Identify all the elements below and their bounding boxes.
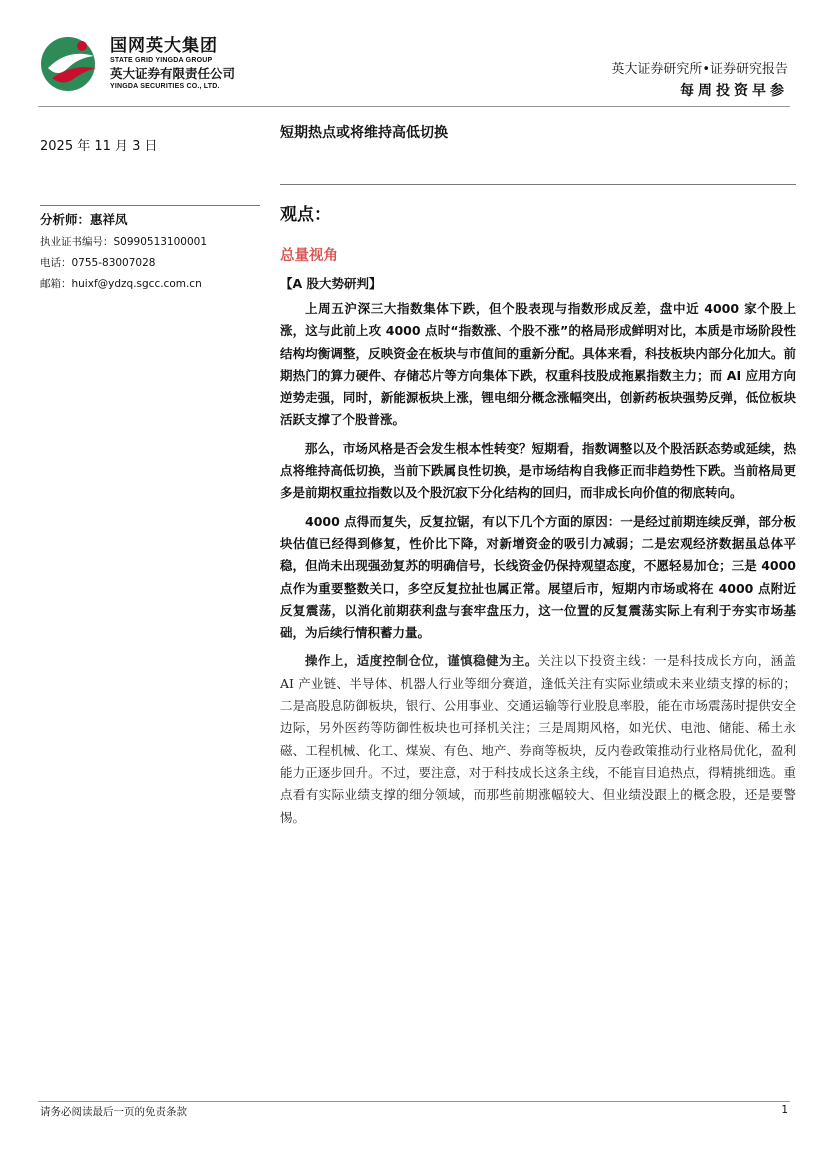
footer-divider	[38, 1101, 790, 1102]
institute-name: 英大证券研究所•证券研究报告	[611, 62, 788, 77]
paragraph-3: 4000 点得而复失，反复拉锯，有以下几个方面的原因：一是经过前期连续反弹，部分板块估值已经得到修复，性价比下降，对新增资金的吸引力减弱；二是宏观经济数据虽总体平稳，但尚未出现强劲复苏的明确信号，长线资金仍保持观望态度，不愿轻易加仓；三是 4000 点作为重要整数关口，多空反复拉扯也属正常。展望后市，短期内市场或将在 4000 点附近反复震荡，以消化前期获利盘与套牢盘压力，这一位置的反复震荡实际上有利于夯实市场基础，为后续行情积蓄力量。	[280, 513, 796, 641]
analyst-name: 分析师：惠祥凤	[40, 212, 128, 227]
paragraph-4-rest: 关注以下投资主线：一是科技成长方向，涵盖 AI 产业链、半导体、机器人行业等细分赛道，逢低关注有实际业绩或未来业绩支撑的标的；二是高股息防御板块，银行、公用事业、交通运输等行业股息率股，能在市场震荡时提供安全边际，另外医药等防御性板块也可择机关注；三是周期风格，如光伏、电池、储能、稀土永磁、工程机械、化工、煤炭、有色、地产、券商等板块，反内卷政策推动行业格局优化，盈利能力正逐步回升。不过，要注意，对于科技成长这条主线，不能盲目追热点，得精挑细选。重点看有实际业绩支撑的细分领域，而那些前期涨幅较大、但业绩没跟上的概念股，还是要警惕。	[280, 653, 796, 825]
left-divider	[40, 205, 260, 206]
page-title: 短期热点或将维持高低切换	[280, 125, 448, 141]
logo-sub-en-name: YINGDA SECURITIES CO., LTD.	[110, 83, 220, 90]
state-grid-logo-icon	[38, 34, 104, 94]
viewpoint-heading: 观点：	[280, 205, 331, 225]
page-number: 1	[781, 1104, 788, 1116]
paragraph-1: 上周五沪深三大指数集体下跌，但个股表现与指数形成反差，盘中近 4000 家个股上涨，这与此前上攻 4000 点时“指数涨、个股不涨”的格局形成鲜明对比，本质是市场阶段性结构均衡调整，反映资金在板块与市值间的重新分配。具体来看，科技板块内部分化加大。前期热门的算力硬件、存储芯片等方向集体下跌，权重科技股成拖累指数主力；而 AI 应用方向逆势走强，同时，新能源板块上涨，锂电细分概念涨幅突出，创新药板块强势反弹，低位板块活跃支撑了个股普涨。	[280, 301, 796, 428]
article-body	[280, 298, 796, 835]
company-logo	[38, 34, 268, 98]
title-divider	[280, 184, 796, 185]
section-heading: 总量视角	[280, 248, 338, 264]
header-divider	[38, 106, 790, 107]
paragraph-4-lead: 操作上，适度控制仓位，谨慎稳健为主。	[305, 653, 538, 669]
subsection-heading: 【A 股大势研判】	[280, 276, 382, 291]
disclaimer-note: 请务必阅读最后一页的免责条款	[40, 1106, 187, 1118]
logo-en-name: STATE GRID YINGDA GROUP	[110, 57, 213, 64]
email-address: 邮箱：huixf@ydzq.sgcc.com.cn	[40, 278, 202, 290]
phone-number: 电话：0755-83007028	[40, 257, 156, 269]
paragraph-2: 那么，市场风格是否会发生根本性转变？短期看，指数调整以及个股活跃态势或延续，热点将维持高低切换，当前下跌属良性切换，是市场结构自我修正而非趋势性下跌。当前格局更多是前期权重拉指数以及个股沉寂下分化结构的回归，而非成长向价值的彻底转向。	[280, 440, 796, 501]
logo-sub-cn-name: 英大证券有限责任公司	[110, 66, 236, 81]
report-date: 2025 年 11 月 3 日	[40, 139, 158, 154]
logo-cn-name: 国网英大集团	[110, 36, 218, 56]
paragraph-4	[280, 650, 796, 828]
report-type: 每周投资早参	[680, 83, 788, 99]
license-number: 执业证书编号：S0990513100001	[40, 236, 208, 248]
